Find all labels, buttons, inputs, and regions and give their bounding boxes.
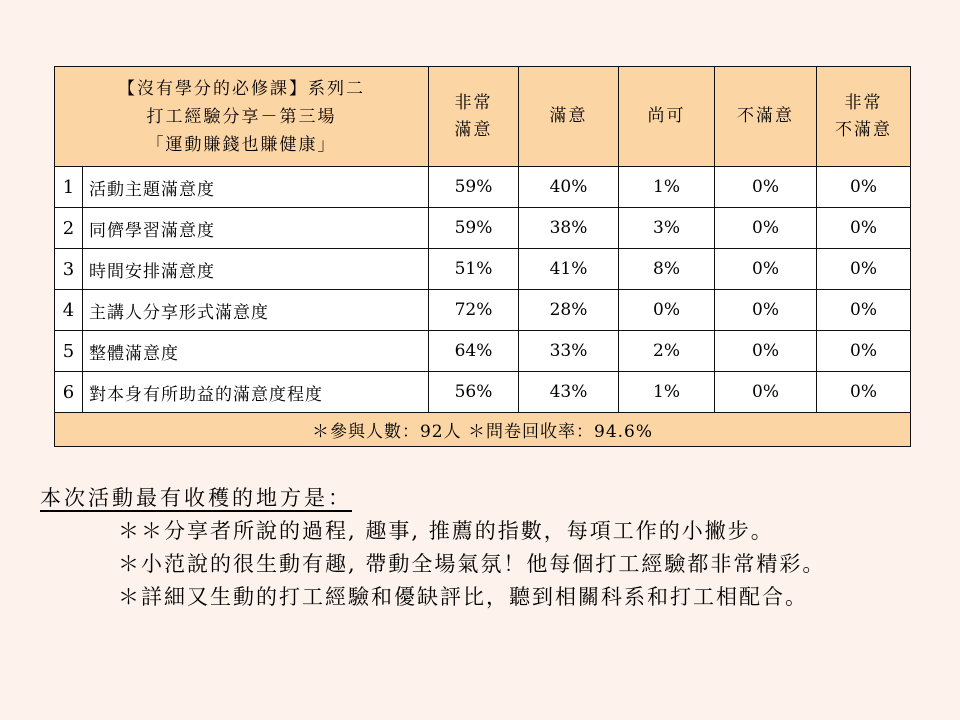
- table-row: [55, 372, 911, 413]
- cell-value: 59%: [429, 208, 519, 249]
- cell-value: 0%: [817, 331, 911, 372]
- cell-value: 0%: [619, 290, 715, 331]
- cell-value: 1%: [619, 167, 715, 208]
- cell-value: 0%: [817, 372, 911, 413]
- satisfaction-table: [54, 66, 911, 447]
- header-dissatisfied: 不滿意: [715, 67, 817, 167]
- cell-value: 41%: [519, 249, 619, 290]
- row-number: 5: [55, 331, 83, 372]
- cell-value: 8%: [619, 249, 715, 290]
- table-footer: ＊參與人數：92人 ＊問卷回收率：94.6%: [55, 413, 911, 447]
- cell-value: 0%: [817, 249, 911, 290]
- row-number: 3: [55, 249, 83, 290]
- cell-value: 59%: [429, 167, 519, 208]
- cell-value: 0%: [715, 167, 817, 208]
- cell-value: 56%: [429, 372, 519, 413]
- title-line: 【沒有學分的必修課】系列二: [118, 78, 365, 99]
- cell-value: 0%: [715, 208, 817, 249]
- feedback-item: ＊＊分享者所說的過程, 趣事, 推薦的指數，每項工作的小撇步。: [118, 519, 774, 543]
- cell-value: 40%: [519, 167, 619, 208]
- row-number: 1: [55, 167, 83, 208]
- title-line: 「運動賺錢也賺健康」: [146, 134, 337, 155]
- cell-value: 0%: [715, 331, 817, 372]
- table-row: [55, 208, 911, 249]
- row-number: 4: [55, 290, 83, 331]
- table-title: [55, 67, 429, 167]
- row-label: 活動主題滿意度: [83, 167, 429, 208]
- header-satisfied: 滿意: [519, 67, 619, 167]
- cell-value: 38%: [519, 208, 619, 249]
- cell-value: 3%: [619, 208, 715, 249]
- table-row: [55, 290, 911, 331]
- cell-value: 51%: [429, 249, 519, 290]
- cell-value: 64%: [429, 331, 519, 372]
- cell-value: 28%: [519, 290, 619, 331]
- cell-value: 0%: [817, 208, 911, 249]
- row-label: 主講人分享形式滿意度: [83, 290, 429, 331]
- cell-value: 0%: [715, 249, 817, 290]
- table-header-row: [55, 67, 911, 167]
- table-row: [55, 167, 911, 208]
- header-neutral: 尚可: [619, 67, 715, 167]
- cell-value: 33%: [519, 331, 619, 372]
- cell-value: 0%: [715, 372, 817, 413]
- table-footer-row: [55, 413, 911, 447]
- table-row: [55, 331, 911, 372]
- cell-value: 0%: [817, 167, 911, 208]
- header-very-dissatisfied: 非常 不滿意: [817, 67, 911, 167]
- cell-value: 0%: [715, 290, 817, 331]
- cell-value: 43%: [519, 372, 619, 413]
- cell-value: 72%: [429, 290, 519, 331]
- feedback-item: ＊詳細又生動的打工經驗和優缺評比，聽到相關科系和打工相配合。: [118, 585, 808, 609]
- row-label: 時間安排滿意度: [83, 249, 429, 290]
- cell-value: 1%: [619, 372, 715, 413]
- header-very-satisfied: 非常 滿意: [429, 67, 519, 167]
- row-label: 同儕學習滿意度: [83, 208, 429, 249]
- cell-value: 0%: [817, 290, 911, 331]
- feedback-item: ＊小范說的很生動有趣, 帶動全場氣氛！他每個打工經驗都非常精彩。: [118, 552, 826, 576]
- title-line: 打工經驗分享－第三場: [146, 106, 337, 127]
- feedback-section: [40, 482, 930, 614]
- row-number: 2: [55, 208, 83, 249]
- row-label: 整體滿意度: [83, 331, 429, 372]
- row-number: 6: [55, 372, 83, 413]
- cell-value: 2%: [619, 331, 715, 372]
- row-label: 對本身有所助益的滿意度程度: [83, 372, 429, 413]
- table-row: [55, 249, 911, 290]
- feedback-heading: 本次活動最有收穫的地方是：: [40, 486, 352, 510]
